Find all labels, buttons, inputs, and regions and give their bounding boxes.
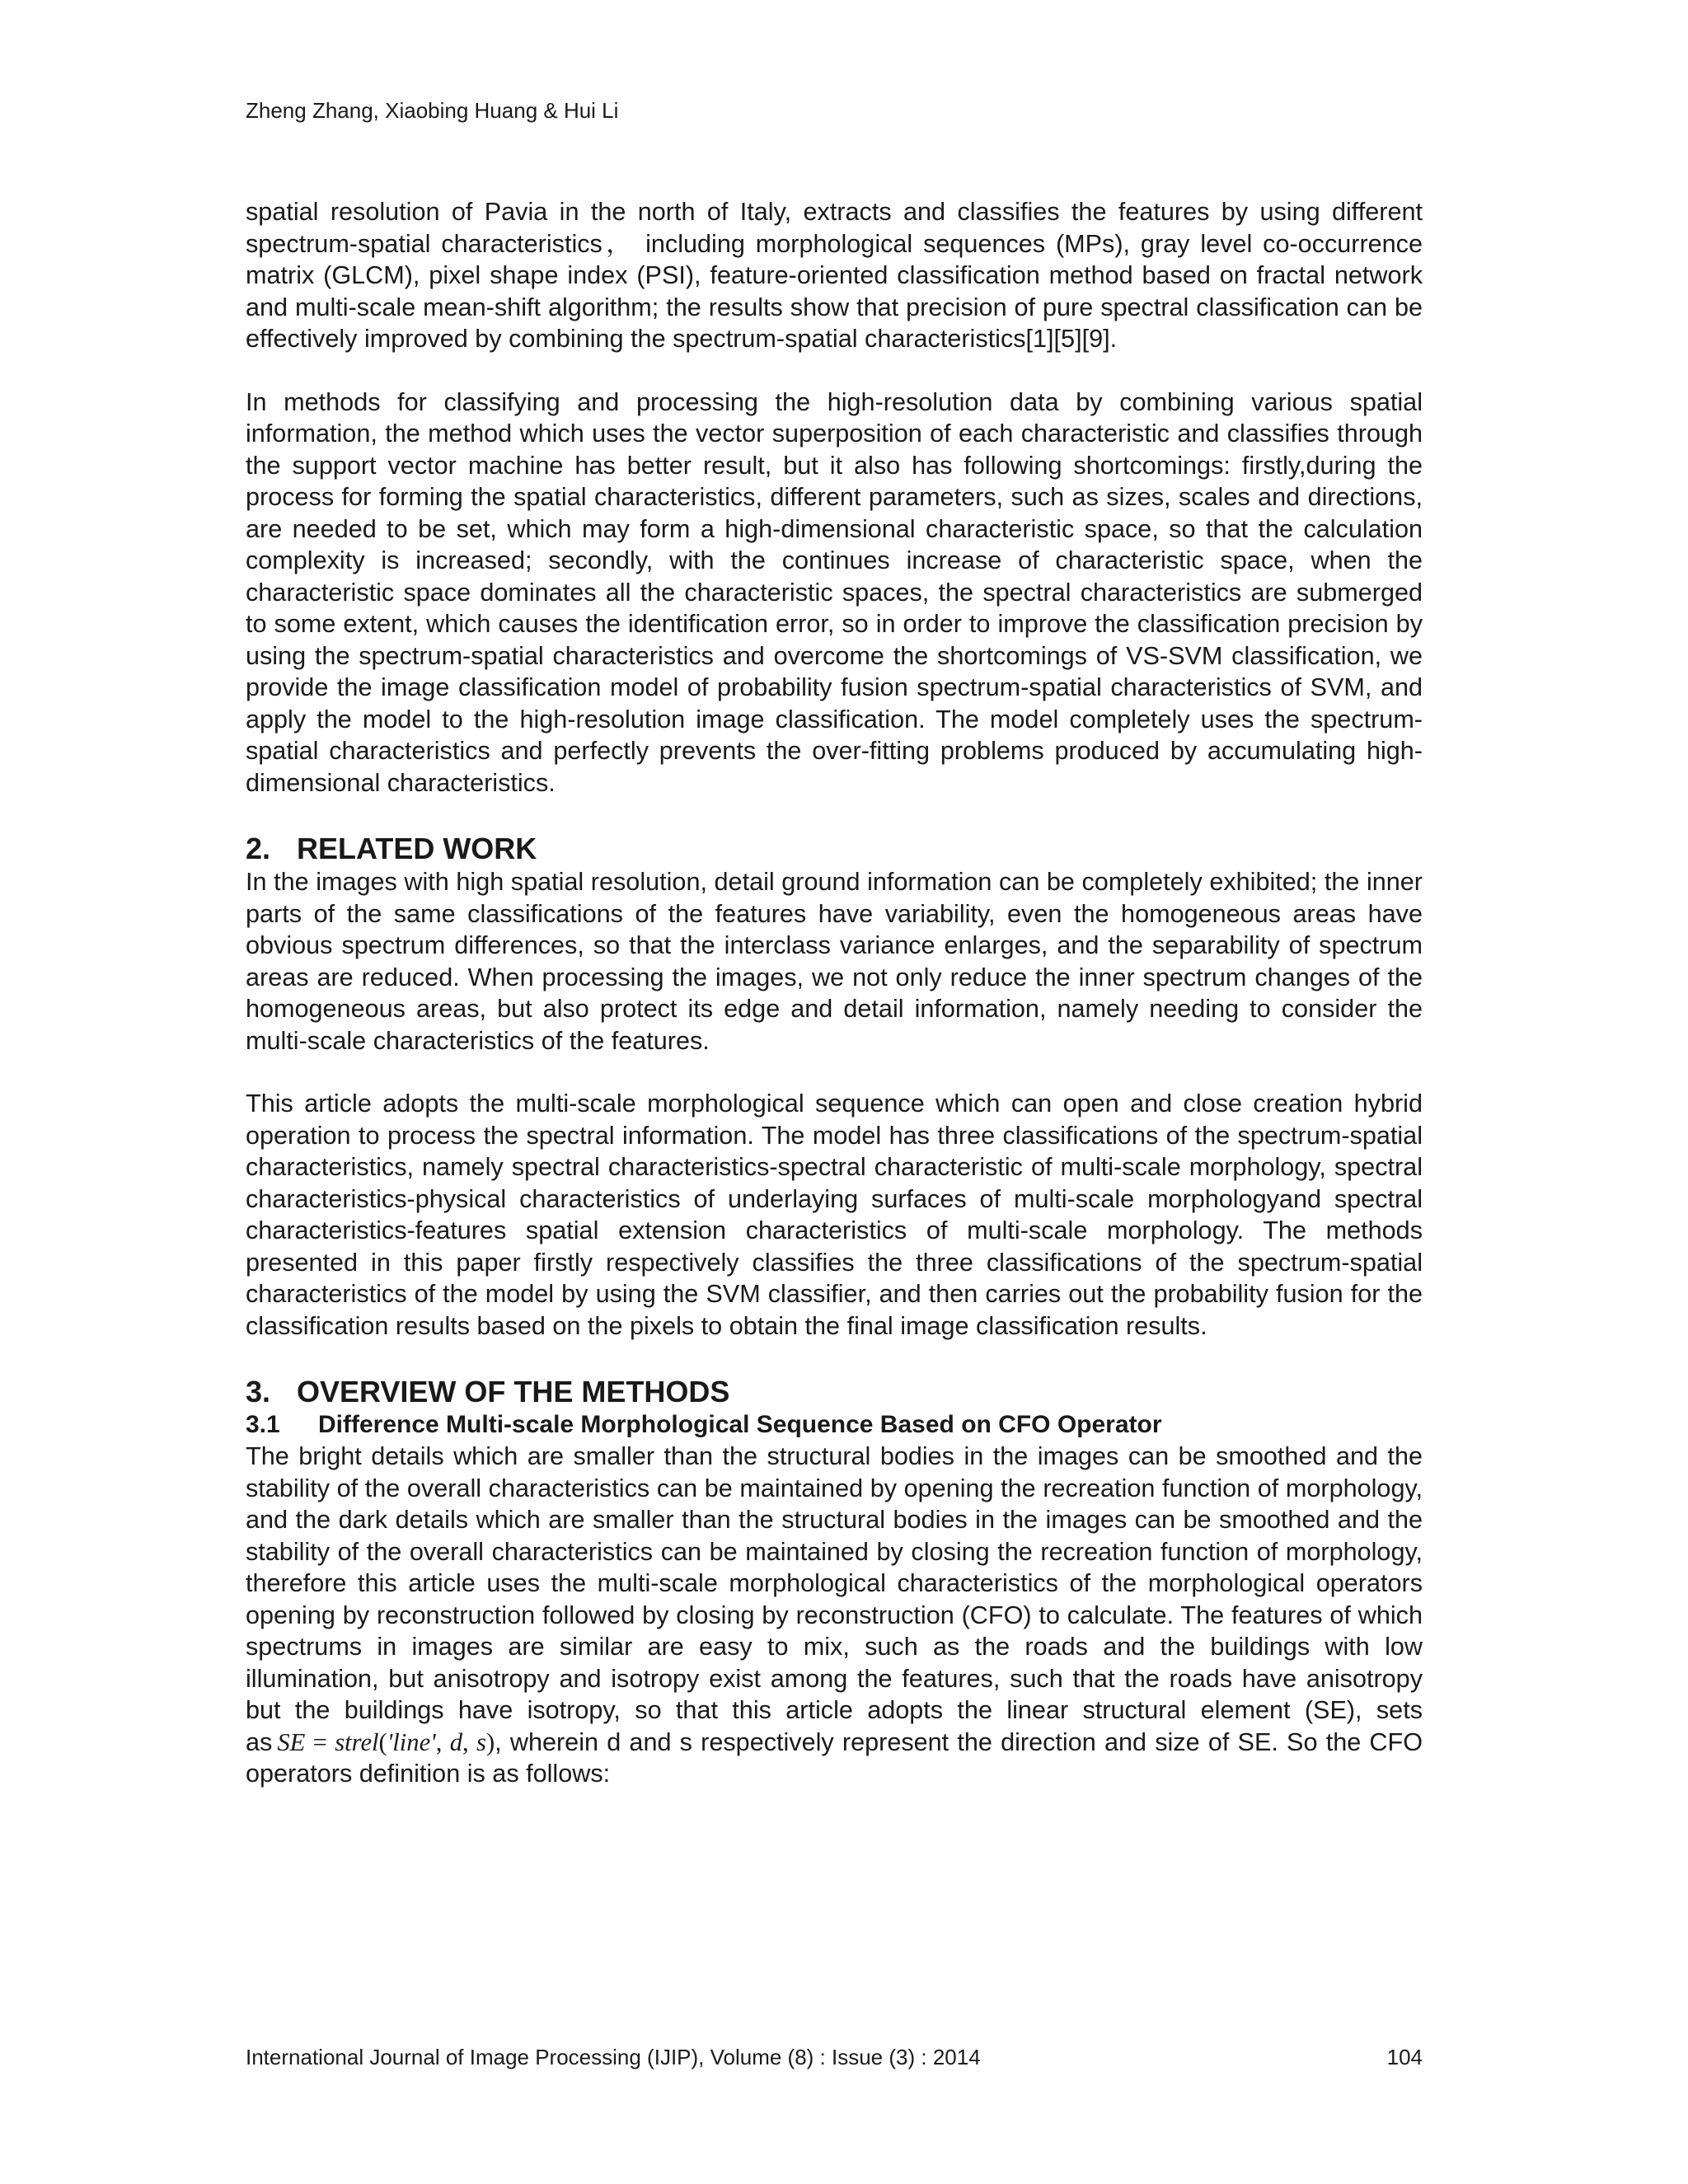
formula-function: strel	[335, 1727, 379, 1756]
section-heading-overview	[246, 1375, 1423, 1409]
section-number: 3.	[246, 1375, 271, 1408]
section-number: 2.	[246, 832, 271, 865]
running-head-authors: Zheng Zhang, Xiaobing Huang & Hui Li	[246, 98, 619, 123]
paragraph-2: In methods for classifying and processing the high-resolution data by combining various spatial information, the method which uses the vector superposition of each characteristic and classifies through the support vector machine has better result, but it also has following shortcomings: firstly,during the process for forming the spatial characteristics, different parameters, such as sizes, scales and directions, are needed to be set, which may form a high-dimensional characteristic space, so that the calculation complexity is increased; secondly, with the continues increase of characteristic space, when the characteristic space dominates all the characteristic spaces, the spectral characteristics are submerged to some extent, which causes the identification error, so in order to improve the classification precision by using the spectrum-spatial characteristics and overcome the shortcomings of VS-SVM classification, we provide the image classification model of probability fusion spectrum-spatial characteristics of SVM, and apply the model to the high-resolution image classification. The model completely uses the spectrum-spatial characteristics and perfectly prevents the over-fitting problems produced by accumulating high-dimensional characteristics.	[246, 387, 1423, 797]
paragraph-5	[246, 1441, 1423, 1790]
formula-lhs: SE	[277, 1727, 306, 1756]
paragraph-5-end: , wherein d and s respectively represent the direction and size of SE. So the CFO operators definition is as follows:	[246, 1727, 1423, 1788]
paragraph-3: In the images with high spatial resolution, detail ground information can be completely exhibited; the inner parts of the same classifications of the features have variability, even the homogeneous areas have obvious spectrum differences, so that the interclass variance enlarges, and the separability of spectrum areas are reduced. When processing the images, we not only reduce the inner spectrum changes of the homogeneous areas, but also protect its edge and detail information, namely needing to consider the multi-scale characteristics of the features.	[246, 868, 1423, 1055]
subsection-heading-3-1	[246, 1409, 1423, 1441]
formula-comma: ,	[462, 1727, 477, 1756]
formula-paren-open: (	[378, 1727, 387, 1756]
section-title: RELATED WORK	[297, 832, 537, 865]
formula-equals: =	[305, 1727, 335, 1756]
section-heading-related-work	[246, 832, 1423, 866]
formula-arg-s: s	[476, 1727, 486, 1756]
footer-page-number: 104	[1386, 2045, 1423, 2069]
formula-arg-d: d	[449, 1727, 463, 1756]
footer-journal: International Journal of Image Processing (IJIP), Volume (8) : Issue (3) : 2014	[246, 2045, 981, 2069]
formula-arg-line: 'line'	[387, 1727, 436, 1756]
paragraph-5-text: The bright details which are smaller than the structural bodies in the images can be smoothed and the stability of the overall characteristics can be maintained by opening the recreation function of morphology, and the dark details which are smaller than the structural bodies in the images can be smoothed and the stability of the overall characteristics can be maintained by closing the recreation function of morphology, therefore this article uses the multi-scale morphological characteristics of the morphological operators opening by reconstruction followed by closing by reconstruction (CFO) to calculate. The features of which spectrums in images are similar are easy to mix, such as the roads and the buildings with low illumination, but anisotropy and isotropy exist among the features, such that the roads have anisotropy but the buildings have isotropy, so that this article adopts the linear structural element (SE), sets as	[246, 1442, 1423, 1756]
paragraph-4: This article adopts the multi-scale morphological sequence which can open and close creation hybrid operation to process the spectral information. The model has three classifications of the spectrum-spatial characteristics, namely spectral characteristics-spectral characteristic of multi-scale morphology, spectral characteristics-physical characteristics of underlaying surfaces of multi-scale morphologyand spectral characteristics-features spatial extension characteristics of multi-scale morphology. The methods presented in this paper firstly respectively classifies the three classifications of the spectrum-spatial characteristics of the model by using the SVM classifier, and then carries out the probability fusion for the classification results based on the pixels to obtain the final image classification results.	[246, 1090, 1423, 1340]
body-text	[246, 196, 1423, 1790]
subsection-number: 3.1	[246, 1411, 280, 1438]
paragraph-1: spatial resolution of Pavia in the north of Italy, extracts and classifies the features by using different spectrum-spatial characteristics， including morphological sequences (MPs), gray level co-occurrence matrix (GLCM), pixel shape index (PSI), feature-oriented classification method based on fractal network and multi-scale mean-shift algorithm; the results show that precision of pure spectral classification can be effectively improved by combining the spectrum-spatial characteristics[1][5][9].	[246, 198, 1423, 353]
section-title: OVERVIEW OF THE METHODS	[297, 1375, 730, 1408]
formula-comma: ,	[435, 1727, 450, 1756]
se-formula	[272, 1728, 495, 1756]
subsection-title: Difference Multi-scale Morphological Sequence Based on CFO Operator	[318, 1411, 1162, 1438]
formula-paren-close: )	[485, 1727, 495, 1756]
